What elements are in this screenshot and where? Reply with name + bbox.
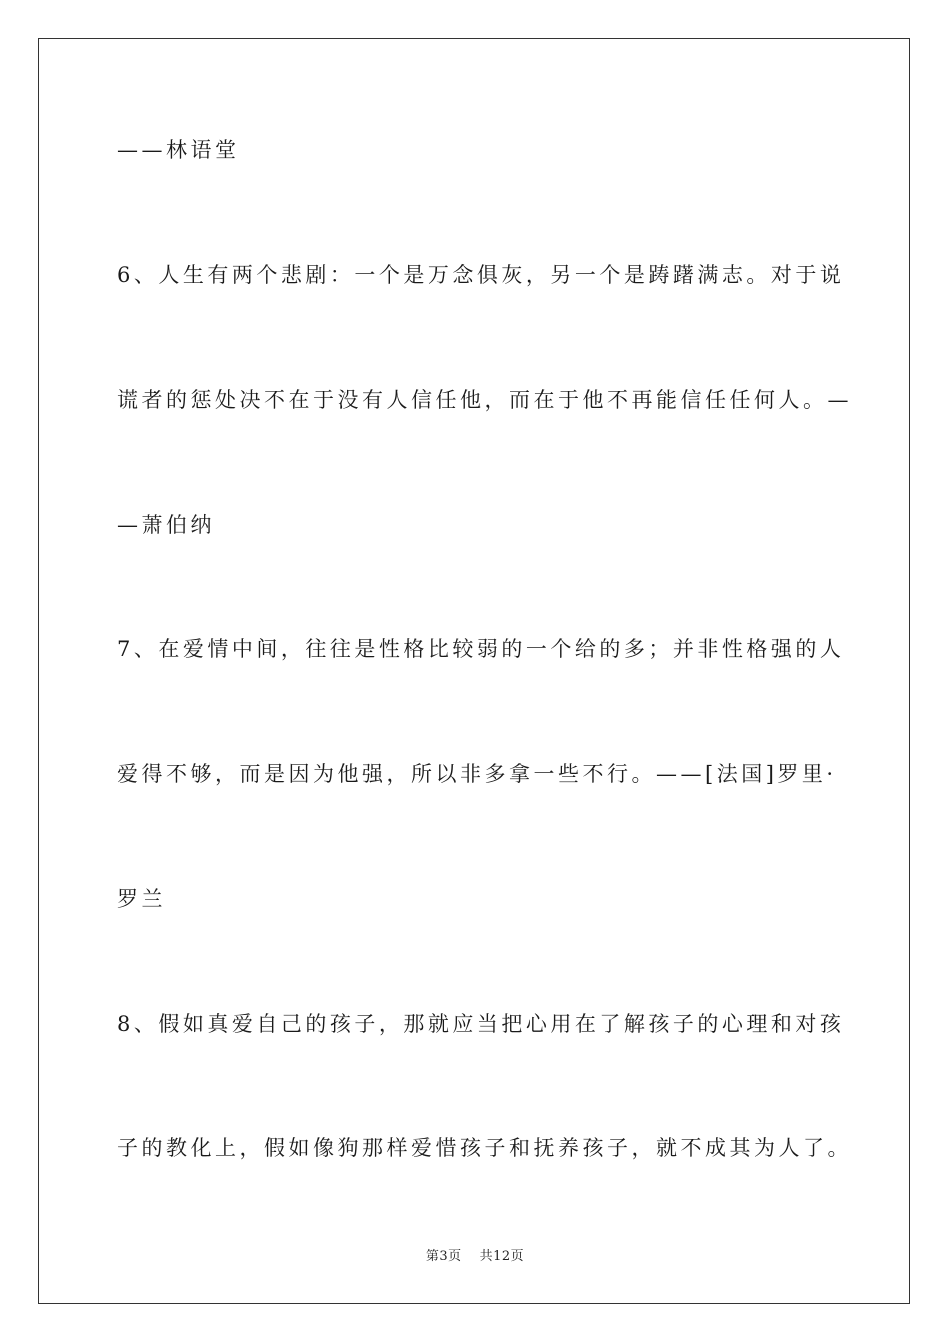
page-total: 共12页 <box>479 1249 525 1264</box>
text-line-quote-7-part-1: 7、在爱情中间，往往是性格比较弱的一个给的多；并非性格强的人 <box>117 637 845 661</box>
page-footer <box>0 1245 950 1264</box>
page-number: 第3页 <box>425 1249 462 1264</box>
page-border <box>38 38 910 1304</box>
text-line-quote-8-part-2: 子的教化上，假如像狗那样爱惜孩子和抚养孩子，就不成其为人了。 <box>117 1136 852 1160</box>
text-line-attribution-rolland: 罗兰 <box>117 887 166 911</box>
text-line-attribution-shaw: —萧伯纳 <box>117 513 215 537</box>
text-line-attribution-lin-yutang: ——林语堂 <box>117 138 240 162</box>
text-line-quote-7-part-2: 爱得不够，而是因为他强，所以非多拿一些不行。——[法国]罗里· <box>117 762 837 786</box>
text-line-quote-6-part-1: 6、人生有两个悲剧：一个是万念俱灰，另一个是踌躇满志。对于说 <box>117 263 845 287</box>
text-line-quote-8-part-1: 8、假如真爱自己的孩子，那就应当把心用在了解孩子的心理和对孩 <box>117 1012 845 1036</box>
text-line-quote-6-part-2: 谎者的惩处决不在于没有人信任他，而在于他不再能信任任何人。— <box>117 388 852 412</box>
